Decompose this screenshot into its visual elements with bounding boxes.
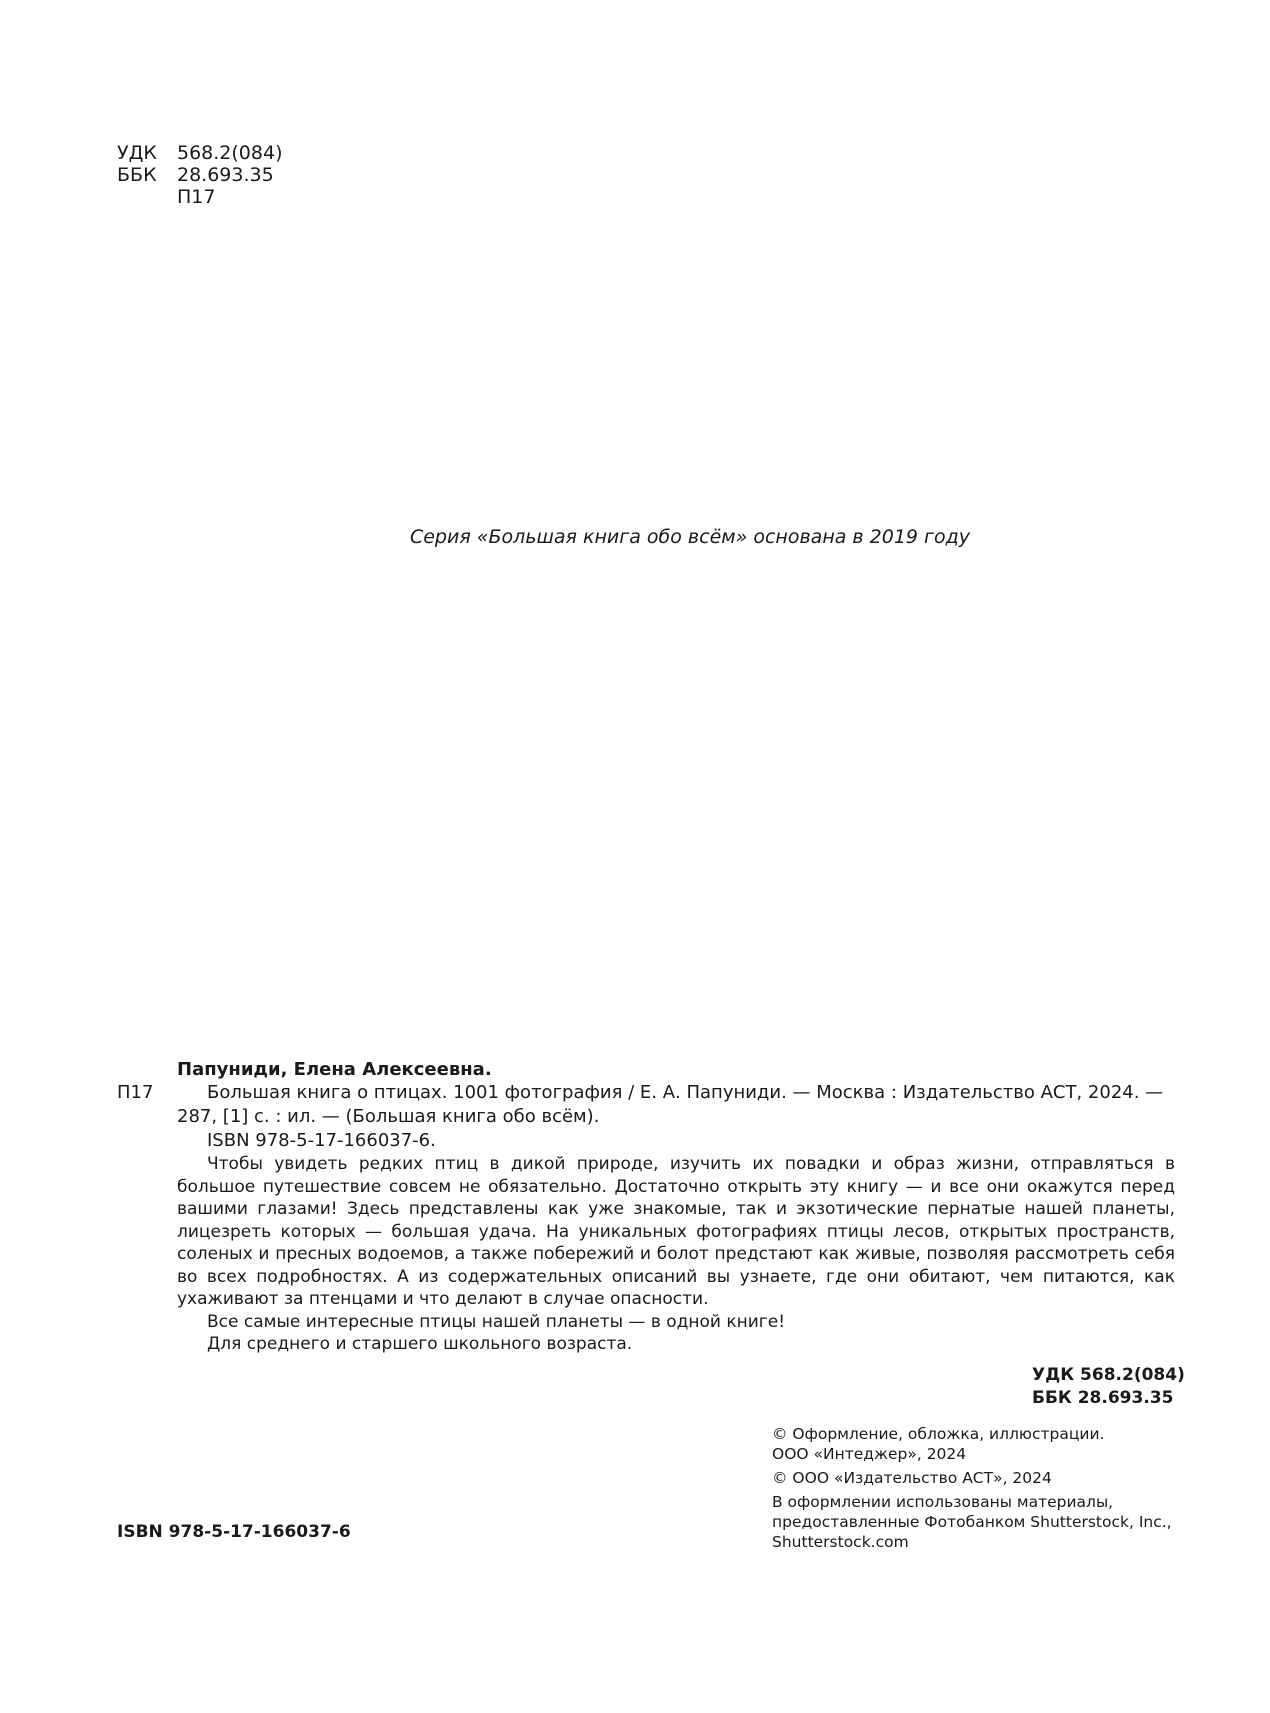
bbk-label: ББК	[117, 164, 157, 186]
isbn-bottom: ISBN 978-5-17-166037-6	[117, 1522, 351, 1542]
age-note: Для среднего и старшего школьного возраста.	[207, 1334, 633, 1354]
author-sign: П17	[177, 186, 216, 208]
copyright-line-6: Shutterstock.com	[772, 1533, 909, 1551]
udk-label: УДК	[117, 142, 157, 164]
annotation: Чтобы увидеть редких птиц в дикой природе, изучить их повадки и образ жизни, отправляться в большое путешествие совсем не обязательно. Достаточно открыть эту книгу — и все они окажутся перед вашими глазами! Здесь представлены как уже знакомые, так и экзотические пернатые нашей планеты, лицезреть которых — большая удача. На уникальных фотографиях птицы лесов, открытых пространств, соленых и пресных водоемов, а также побережий и болот предстают как живые, позволяя рассмотреть себя во всех подробностях. А из содержательных описаний вы узнаете, где они обитают, чем питаются, как ухаживают за птенцами и что делают в случае опасности.	[177, 1154, 1175, 1309]
copyright-line-5: предоставленные Фотобанком Shutterstock, Inc.,	[772, 1513, 1172, 1531]
bibliographic-record	[177, 1081, 1175, 1356]
series-note: Серия «Большая книга обо всём» основана в 2019 году	[409, 526, 971, 548]
bbk-value: 28.693.35	[177, 164, 274, 186]
bbk-code: ББК 28.693.35	[1032, 1388, 1174, 1408]
copyright-block	[772, 1424, 1172, 1552]
copyright-line-3: © ООО «Издательство АСТ», 2024	[772, 1469, 1052, 1487]
bibliography-code: П17	[117, 1082, 154, 1103]
udk-code: УДК 568.2(084)	[1032, 1365, 1185, 1385]
isbn-line: ISBN 978-5-17-166037-6.	[207, 1130, 436, 1151]
copyright-line-1: © Оформление, обложка, иллюстрации.	[772, 1425, 1105, 1443]
udk-value: 568.2(084)	[177, 142, 283, 164]
title-line: Большая книга о птицах. 1001 фотография / Е. А. Папуниди. — Москва : Издательство АСТ, 2024. — 287, [1] с. : ил. — (Большая книга обо всём).	[177, 1082, 1164, 1127]
author-name: Папуниди, Елена Алексеевна.	[177, 1059, 492, 1080]
classification-codes	[1032, 1364, 1185, 1410]
copyright-line-4: В оформлении использованы материалы,	[772, 1493, 1114, 1511]
tagline: Все самые интересные птицы нашей планеты — в одной книге!	[207, 1311, 786, 1332]
copyright-line-2: ООО «Интеджер», 2024	[772, 1445, 967, 1463]
